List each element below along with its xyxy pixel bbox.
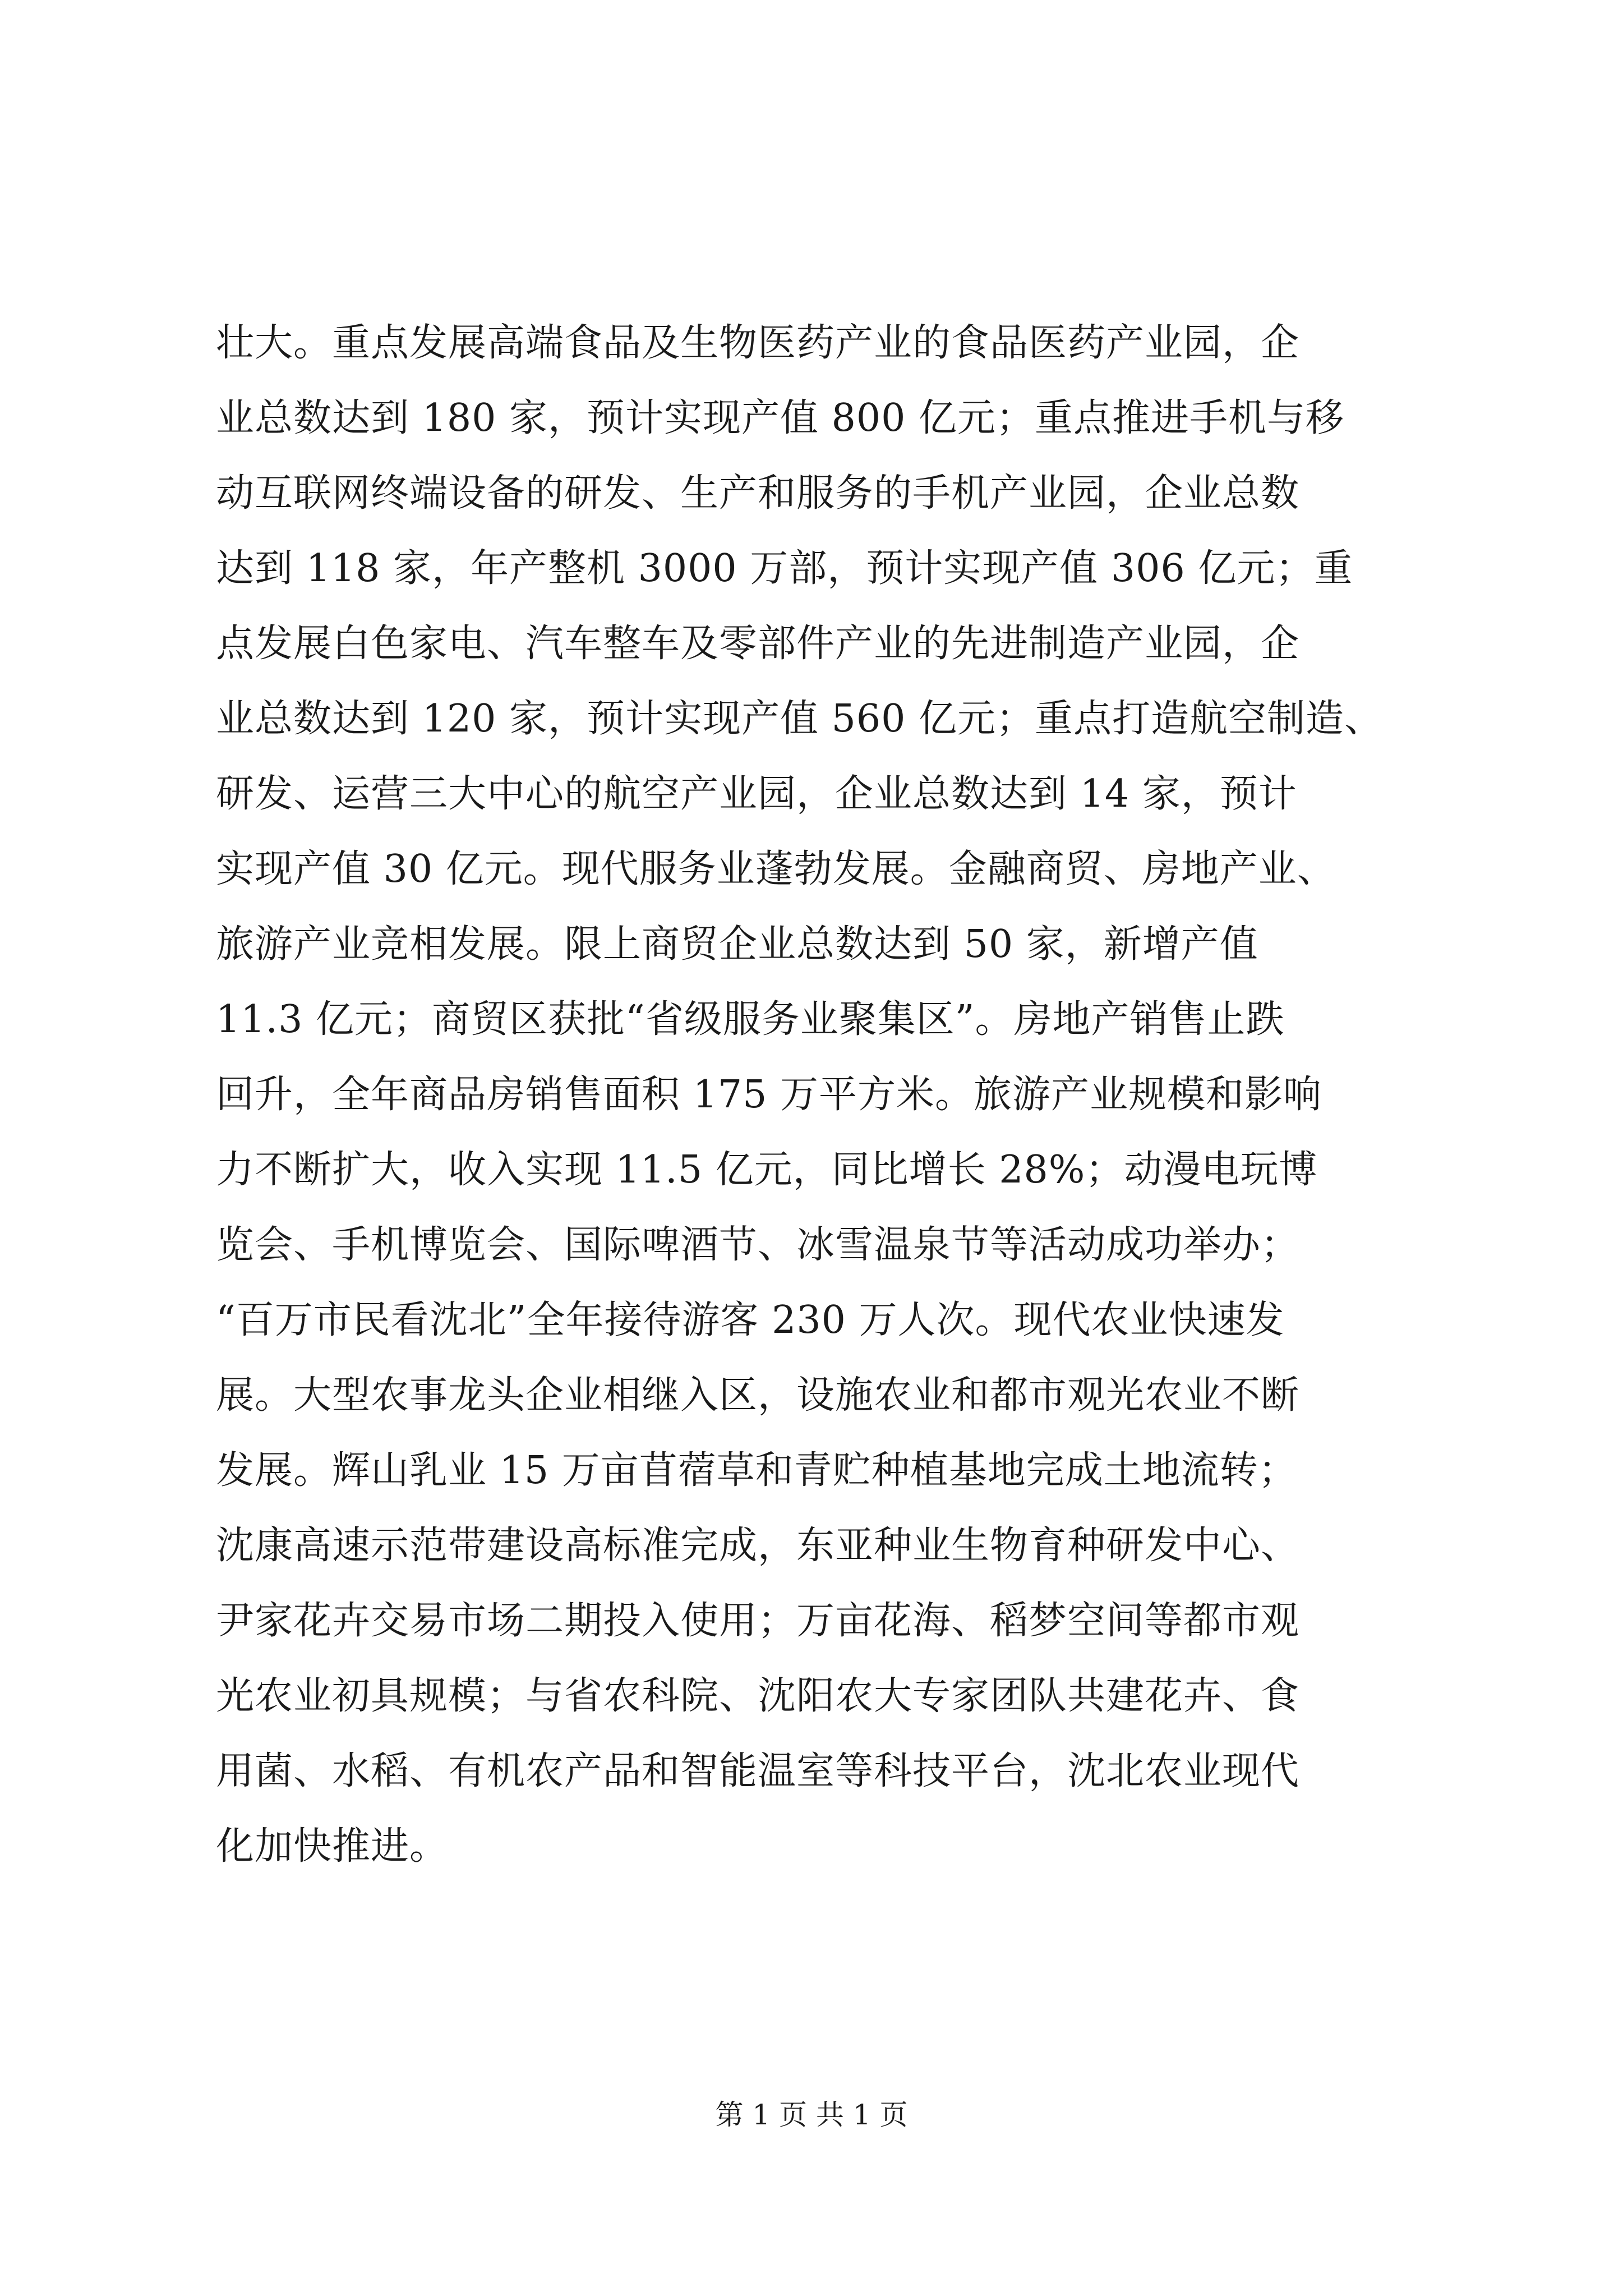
text-line: 实现产值 30 亿元。现代服务业蓬勃发展。金融商贸、房地产业、 — [216, 847, 1336, 891]
text-line: 展。大型农事龙头企业相继入区，设施农业和都市观光农业不断 — [216, 1373, 1300, 1418]
text-line: 业总数达到 120 家，预计实现产值 560 亿元；重点打造航空制造、 — [216, 697, 1384, 741]
text-line: 研发、运营三大中心的航空产业园，企业总数达到 14 家，预计 — [216, 772, 1297, 816]
text-line: “百万市民看沈北”全年接待游客 230 万人次。现代农业快速发 — [216, 1298, 1285, 1342]
text-line: 光农业初具规模；与省农科院、沈阳农大专家团队共建花卉、食 — [216, 1674, 1300, 1718]
text-line: 壮大。重点发展高端食品及生物医药产业的食品医药产业园，企 — [216, 321, 1300, 365]
text-line: 尹家花卉交易市场二期投入使用；万亩花海、稻梦空间等都市观 — [216, 1599, 1300, 1643]
text-line: 旅游产业竞相发展。限上商贸企业总数达到 50 家，新增产值 — [216, 922, 1258, 967]
text-line: 沈康高速示范带建设高标准完成，东亚种业生物育种研发中心、 — [216, 1524, 1300, 1568]
text-line: 化加快推进。 — [216, 1824, 449, 1869]
text-line: 达到 118 家，年产整机 3000 万部，预计实现产值 306 亿元；重 — [216, 546, 1353, 591]
text-line: 力不断扩大，收入实现 11.5 亿元，同比增长 28%；动漫电玩博 — [216, 1148, 1318, 1192]
page-footer — [0, 2095, 1623, 2134]
text-line: 点发展白色家电、汽车整车及零部件产业的先进制造产业园，企 — [216, 622, 1300, 666]
text-line: 览会、手机博览会、国际啤酒节、冰雪温泉节等活动成功举办； — [216, 1223, 1300, 1267]
text-line: 11.3 亿元；商贸区获批“省级服务业聚集区”。房地产销售止跌 — [216, 997, 1285, 1042]
text-line: 动互联网终端设备的研发、生产和服务的手机产业园，企业总数 — [216, 471, 1300, 516]
text-line: 发展。辉山乳业 15 万亩苜蓿草和青贮种植基地完成土地流转； — [216, 1448, 1297, 1493]
text-line: 回升，全年商品房销售面积 175 万平方米。旅游产业规模和影响 — [216, 1073, 1322, 1117]
text-line: 用菌、水稻、有机农产品和智能温室等科技平台，沈北农业现代 — [216, 1749, 1300, 1793]
page-number: 第 1 页 共 1 页 — [715, 2099, 908, 2131]
body-paragraph — [216, 306, 1422, 1884]
text-line: 业总数达到 180 家，预计实现产值 800 亿元；重点推进手机与移 — [216, 396, 1345, 440]
